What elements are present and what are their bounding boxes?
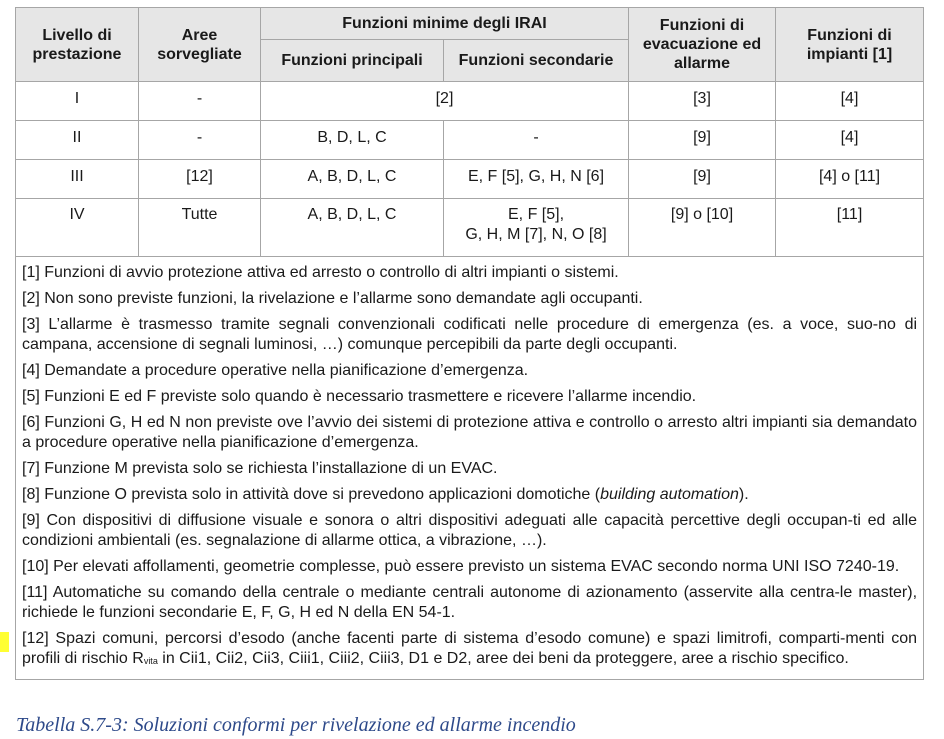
notes-cell bbox=[16, 257, 924, 680]
cell-evacuazione: [3] bbox=[629, 82, 776, 121]
note-8-text: [8] Funzione O prevista solo in attività dove si prevedono applicazioni domotiche ( bbox=[22, 486, 601, 503]
solutions-table bbox=[15, 7, 924, 680]
notes-row bbox=[16, 257, 924, 680]
highlight-marker bbox=[0, 632, 9, 652]
header-livello: Livello di prestazione bbox=[16, 8, 139, 82]
cell-livello: II bbox=[16, 121, 139, 160]
cell-impianti: [4] o [11] bbox=[776, 160, 924, 199]
secondarie-line-2: G, H, M [7], N, O [8] bbox=[465, 226, 607, 243]
cell-evacuazione: [9] bbox=[629, 121, 776, 160]
note-2: [2] Non sono previste funzioni, la rivelazione e l’allarme sono demandate agli occupanti. bbox=[22, 290, 643, 307]
table-row bbox=[16, 121, 924, 160]
cell-funzioni-combined: [2] bbox=[261, 82, 629, 121]
cell-evacuazione: [9] bbox=[629, 160, 776, 199]
header-aree: Aree sorvegliate bbox=[139, 8, 261, 82]
cell-livello: I bbox=[16, 82, 139, 121]
cell-livello: III bbox=[16, 160, 139, 199]
cell-secondarie: - bbox=[444, 121, 629, 160]
table-caption: Tabella S.7-3: Soluzioni conformi per rivelazione ed allarme incendio bbox=[16, 714, 576, 736]
note-8 bbox=[22, 485, 917, 505]
cell-evacuazione: [9] o [10] bbox=[629, 199, 776, 257]
header-impianti: Funzioni di impianti [1] bbox=[776, 8, 924, 82]
note-8-emphasis: building automation bbox=[600, 486, 739, 503]
cell-secondarie bbox=[444, 199, 629, 257]
table-row bbox=[16, 82, 924, 121]
note-3: [3] L’allarme è trasmesso tramite segnali convenzionali codificati nelle procedure di emergenza (es. a voce, suo-no di campana, accensione di segnali luminosi, …) comunque percepibili da parte degli occupanti. bbox=[22, 316, 918, 353]
header-principali: Funzioni principali bbox=[261, 40, 444, 82]
cell-principali: B, D, L, C bbox=[261, 121, 444, 160]
header-funzioni-minime: Funzioni minime degli IRAI bbox=[261, 8, 629, 40]
cell-aree: - bbox=[139, 121, 261, 160]
note-8-end: ). bbox=[738, 486, 749, 503]
cell-principali: A, B, D, L, C bbox=[261, 199, 444, 257]
cell-impianti: [11] bbox=[776, 199, 924, 257]
note-1: [1] Funzioni di avvio protezione attiva ed arresto o controllo di altri impianti o sistemi. bbox=[22, 264, 619, 281]
note-9: [9] Con dispositivi di diffusione visuale e sonora o altri dispositivi adeguati alle capacità percettive degli occupan-ti ed alle condizioni ambientali (es. segnalazione di allarme ottica, a vibrazione, …). bbox=[22, 512, 918, 549]
cell-aree: - bbox=[139, 82, 261, 121]
secondarie-line-1: E, F [5], bbox=[508, 206, 565, 223]
note-12-text: [12] Spazi comuni, percorsi d’esodo (anche facenti parte di sistema d’esodo comune) e spazi limitrofi, comparti-menti con profili di rischio R bbox=[22, 630, 918, 667]
header-secondarie: Funzioni secondarie bbox=[444, 40, 629, 82]
table-row bbox=[16, 199, 924, 257]
cell-principali: A, B, D, L, C bbox=[261, 160, 444, 199]
cell-impianti: [4] bbox=[776, 121, 924, 160]
cell-livello: IV bbox=[16, 199, 139, 257]
note-12-subscript: vita bbox=[143, 656, 158, 666]
note-5: [5] Funzioni E ed F previste solo quando è necessario trasmettere e ricevere l’allarme incendio. bbox=[22, 388, 697, 405]
cell-secondarie: E, F [5], G, H, N [6] bbox=[444, 160, 629, 199]
note-11: [11] Automatiche su comando della centrale o mediante centrali autonome di azionamento (asservite alla centra-le master), richiede le funzioni secondarie E, F, G, H ed N della EN 54-1. bbox=[22, 584, 918, 621]
note-12-end: in Cii1, Cii2, Cii3, Ciii1, Ciii2, Ciii3, D1 e D2, aree dei beni da proteggere, aree a rischio specifico. bbox=[157, 650, 849, 667]
header-evacuazione: Funzioni di evacuazione ed allarme bbox=[629, 8, 776, 82]
cell-aree: Tutte bbox=[139, 199, 261, 257]
note-12 bbox=[22, 629, 917, 671]
cell-aree: [12] bbox=[139, 160, 261, 199]
table-row bbox=[16, 160, 924, 199]
note-4: [4] Demandate a procedure operative nella pianificazione d’emergenza. bbox=[22, 362, 529, 379]
note-6: [6] Funzioni G, H ed N non previste ove l’avvio dei sistemi di protezione attiva e controllo o arresto altri impianti sia demandato a procedure operative nella pianificazione d’emergenza. bbox=[22, 414, 918, 451]
note-10: [10] Per elevati affollamenti, geometrie complesse, può essere previsto un sistema EVAC secondo norma UNI ISO 7240-19. bbox=[22, 558, 900, 575]
note-7: [7] Funzione M prevista solo se richiesta l’installazione di un EVAC. bbox=[22, 460, 498, 477]
cell-impianti: [4] bbox=[776, 82, 924, 121]
